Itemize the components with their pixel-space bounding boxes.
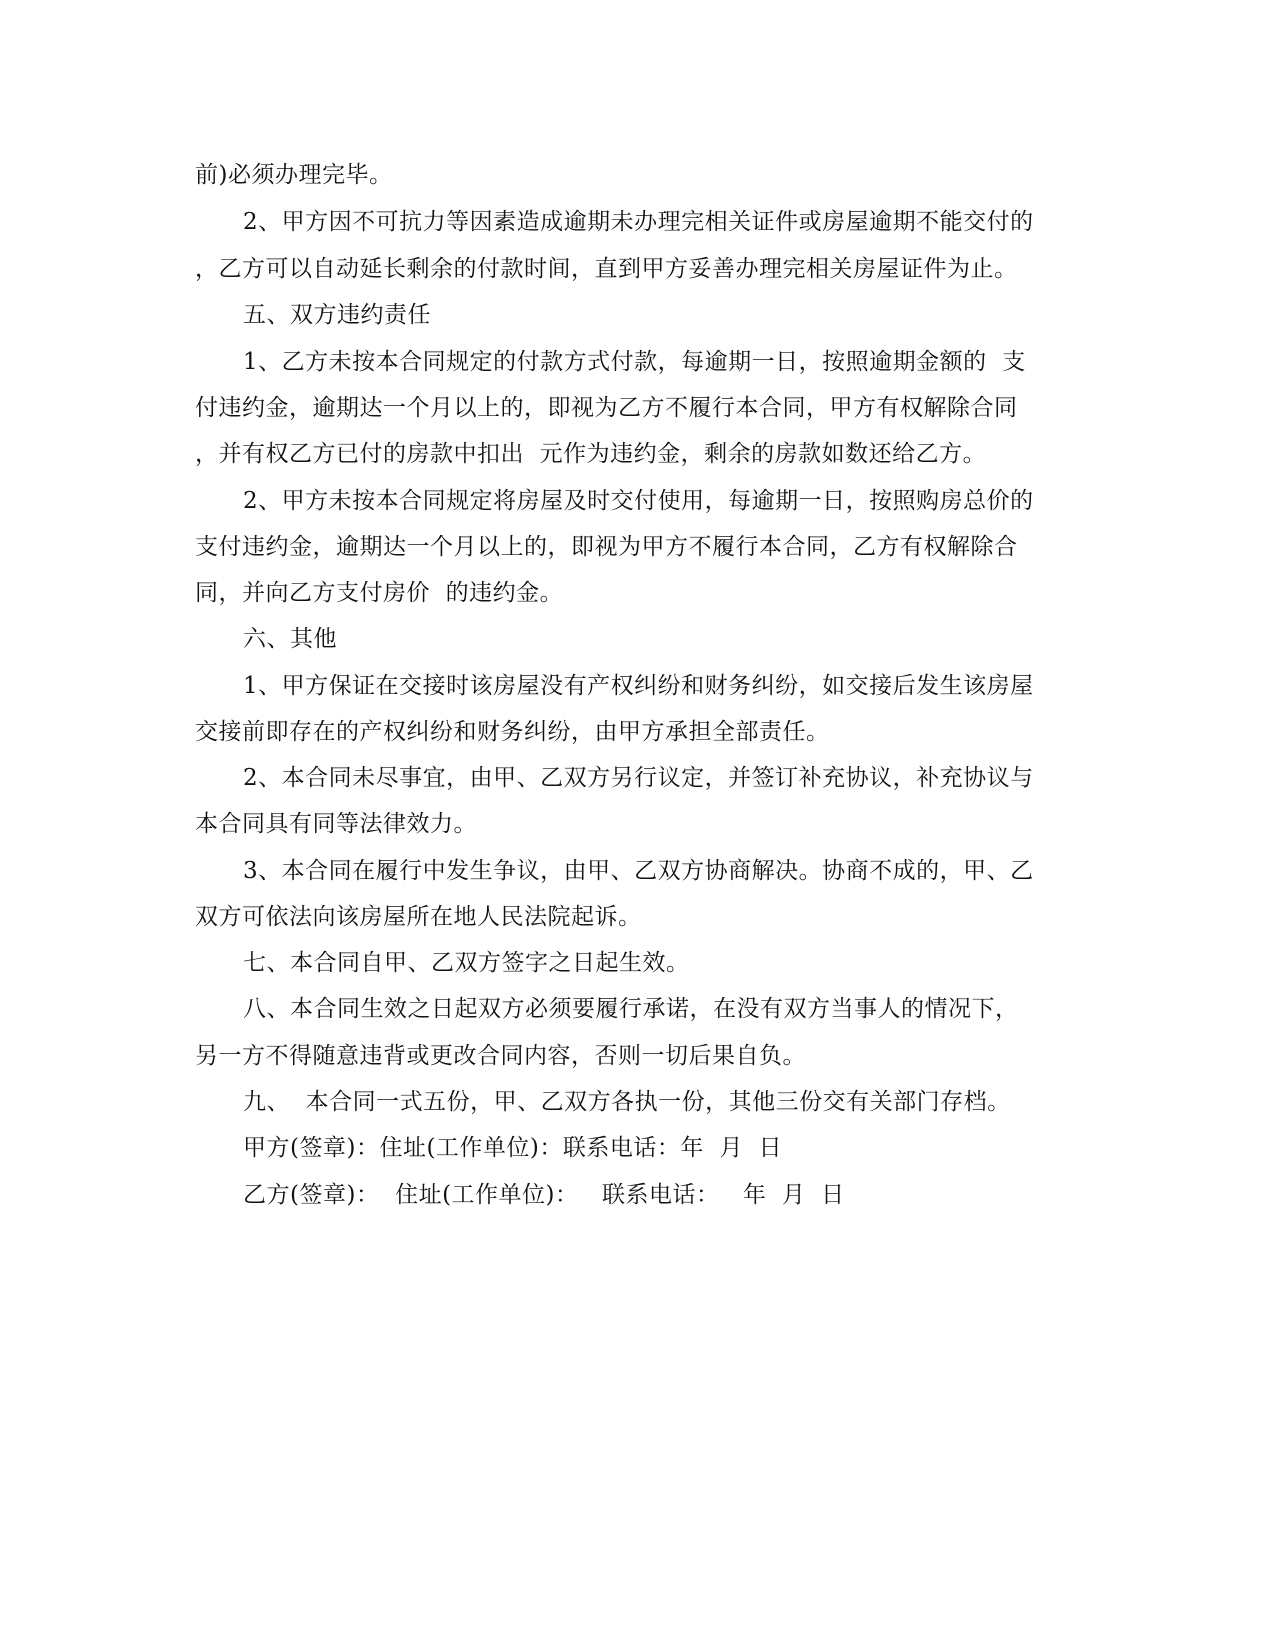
party-a-signature-line: 甲方(签章)：住址(工作单位)：联系电话：年 月 日 bbox=[243, 1135, 783, 1161]
text-line-20: 另一方不得随意违背或更改合同内容，否则一切后果自负。 bbox=[195, 1043, 806, 1069]
section-heading-5: 五、双方违约责任 bbox=[243, 302, 431, 328]
text-line-17: 双方可依法向该房屋所在地人民法院起诉。 bbox=[195, 904, 642, 930]
text-line-1: 前)必须办理完毕。 bbox=[195, 162, 393, 188]
section-heading-6: 六、其他 bbox=[243, 626, 337, 652]
text-line-14: 2、本合同未尽事宜，由甲、乙双方另行议定，并签订补充协议，补充协议与 bbox=[243, 765, 1034, 791]
party-b-signature-line: 乙方(签章)： 住址(工作单位)： 联系电话： 年 月 日 bbox=[243, 1182, 845, 1208]
text-line-2: 2、甲方因不可抗力等因素造成逾期未办理完相关证件或房屋逾期不能交付的 bbox=[243, 209, 1034, 235]
text-line-15: 本合同具有同等法律效力。 bbox=[195, 811, 477, 837]
section-heading-9: 九、 本合同一式五份，甲、乙双方各执一份，其他三份交有关部门存档。 bbox=[243, 1089, 1011, 1115]
text-line-8: 2、甲方未按本合同规定将房屋及时交付使用，每逾期一日，按照购房总价的 bbox=[243, 488, 1034, 514]
text-line-9: 支付违约金，逾期达一个月以上的，即视为甲方不履行本合同，乙方有权解除合 bbox=[195, 534, 1018, 560]
text-line-3: ，乙方可以自动延长剩余的付款时间，直到甲方妥善办理完相关房屋证件为止。 bbox=[195, 256, 1018, 282]
section-heading-8: 八、本合同生效之日起双方必须要履行承诺，在没有双方当事人的情况下， bbox=[243, 996, 1019, 1022]
text-line-6: 付违约金，逾期达一个月以上的，即视为乙方不履行本合同，甲方有权解除合同 bbox=[195, 395, 1018, 421]
text-line-5: 1、乙方未按本合同规定的付款方式付款，每逾期一日，按照逾期金额的 支 bbox=[243, 349, 1026, 375]
section-heading-7: 七、本合同自甲、乙双方签字之日起生效。 bbox=[243, 950, 690, 976]
text-line-13: 交接前即存在的产权纠纷和财务纠纷，由甲方承担全部责任。 bbox=[195, 719, 830, 745]
text-line-16: 3、本合同在履行中发生争议，由甲、乙双方协商解决。协商不成的，甲、乙 bbox=[243, 858, 1034, 884]
text-line-7: ，并有权乙方已付的房款中扣出 元作为违约金，剩余的房款如数还给乙方。 bbox=[195, 441, 987, 467]
text-line-12: 1、甲方保证在交接时该房屋没有产权纠纷和财务纠纷，如交接后发生该房屋 bbox=[243, 673, 1034, 699]
text-line-10: 同，并向乙方支付房价 的违约金。 bbox=[195, 580, 564, 606]
